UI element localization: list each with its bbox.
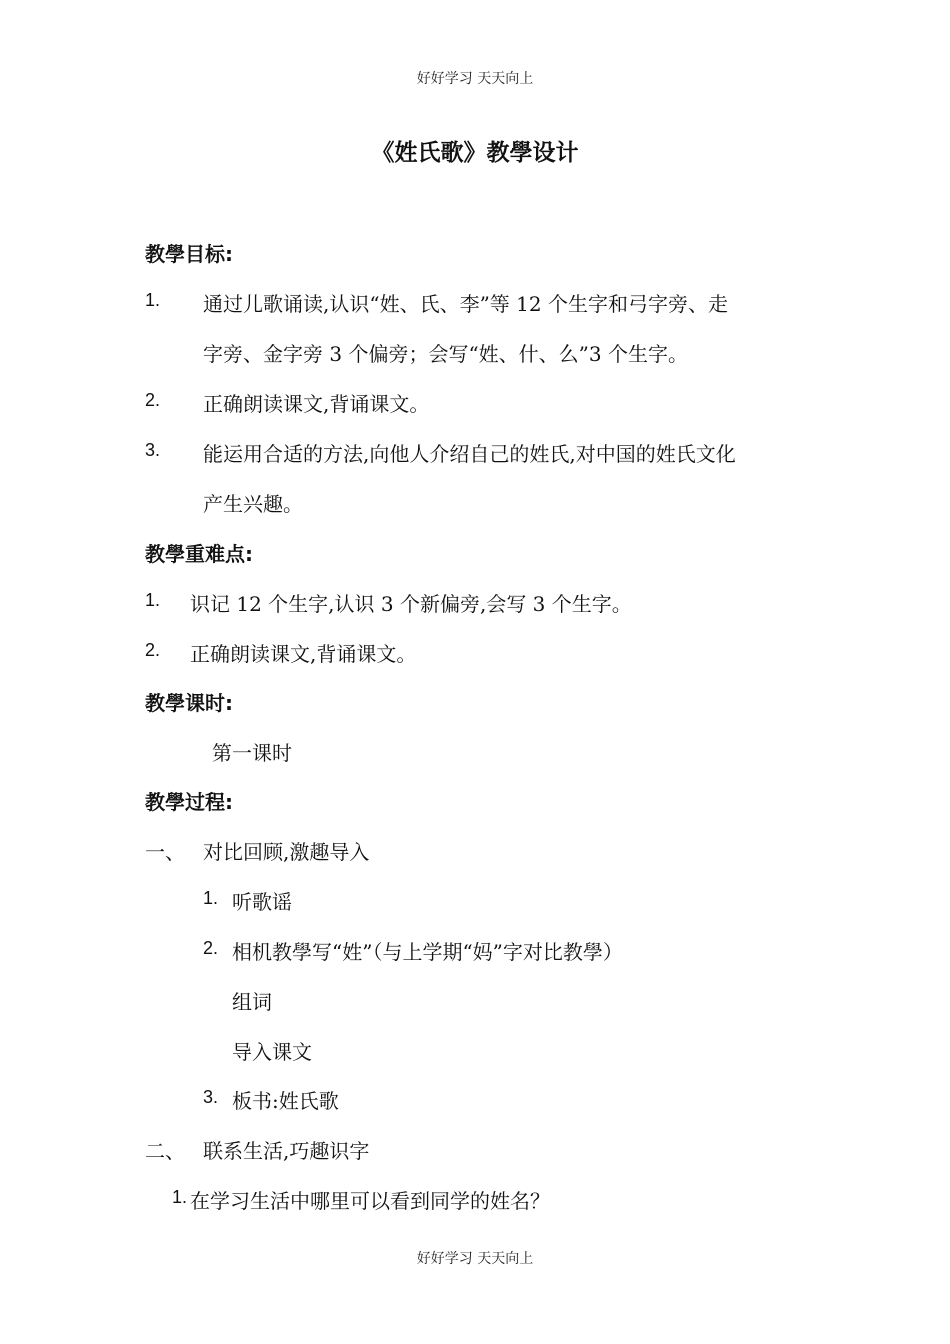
section-1-item-2a-text: 组词 bbox=[232, 990, 272, 1014]
section-1-item-1-text: 听歌谣 bbox=[232, 890, 292, 914]
section-2-number: 二、 bbox=[145, 1139, 185, 1163]
hours-text: 第一课时 bbox=[212, 741, 292, 765]
goal-2-line-1: 正确朗读课文,背诵课文。 bbox=[203, 392, 430, 416]
document-title: 《姓氏歌》教學设计 bbox=[371, 139, 579, 166]
page-footer: 好好学习 天天向上 bbox=[416, 1251, 534, 1267]
page-header: 好好学习 天天向上 bbox=[416, 71, 534, 87]
section-1-number: 一、 bbox=[145, 840, 185, 864]
section-1-item-1-number: 1. bbox=[203, 888, 219, 908]
key-point-2-text: 正确朗读课文,背诵课文。 bbox=[190, 642, 417, 666]
goal-3-line-1: 能运用合适的方法,向他人介绍自己的姓氏,对中国的姓氏文化 bbox=[203, 442, 736, 466]
key-point-1-text: 识记 12 个生字,认识 3 个新偏旁,会写 3 个生字。 bbox=[190, 592, 632, 616]
section-1-item-2b-text: 导入课文 bbox=[232, 1040, 312, 1064]
section-1-item-2-text: 相机教學写“姓”（与上学期“妈”字对比教學） bbox=[232, 940, 623, 964]
section-1-item-3-number: 3. bbox=[203, 1087, 219, 1107]
hours-heading: 教學课时: bbox=[145, 691, 233, 715]
section-2-item-1-number: 1. bbox=[172, 1187, 188, 1207]
goal-3-number: 3. bbox=[145, 440, 161, 460]
section-2-item-1-text: 在学习生活中哪里可以看到同学的姓名？ bbox=[190, 1189, 550, 1213]
goal-1-line-2: 字旁、金字旁 3 个偏旁；会写“姓、什、么”3 个生字。 bbox=[203, 342, 688, 366]
key-points-heading: 教學重难点: bbox=[145, 542, 253, 566]
section-1-title: 对比回顾,激趣导入 bbox=[203, 840, 370, 864]
section-2-title: 联系生活,巧趣识字 bbox=[203, 1139, 370, 1163]
key-point-2-number: 2. bbox=[145, 640, 161, 660]
key-point-1-number: 1. bbox=[145, 590, 161, 610]
section-1-item-2-number: 2. bbox=[203, 938, 219, 958]
goal-1-number: 1. bbox=[145, 290, 161, 310]
process-heading: 教學过程: bbox=[145, 790, 233, 814]
goal-3-line-2: 产生兴趣。 bbox=[203, 492, 303, 516]
goal-1-line-1: 通过儿歌诵读,认识“姓、氏、李”等 12 个生字和弓字旁、走 bbox=[203, 292, 728, 316]
goal-2-number: 2. bbox=[145, 390, 161, 410]
goals-heading: 教學目标: bbox=[145, 242, 233, 266]
section-1-item-3-text: 板书:姓氏歌 bbox=[232, 1089, 339, 1113]
